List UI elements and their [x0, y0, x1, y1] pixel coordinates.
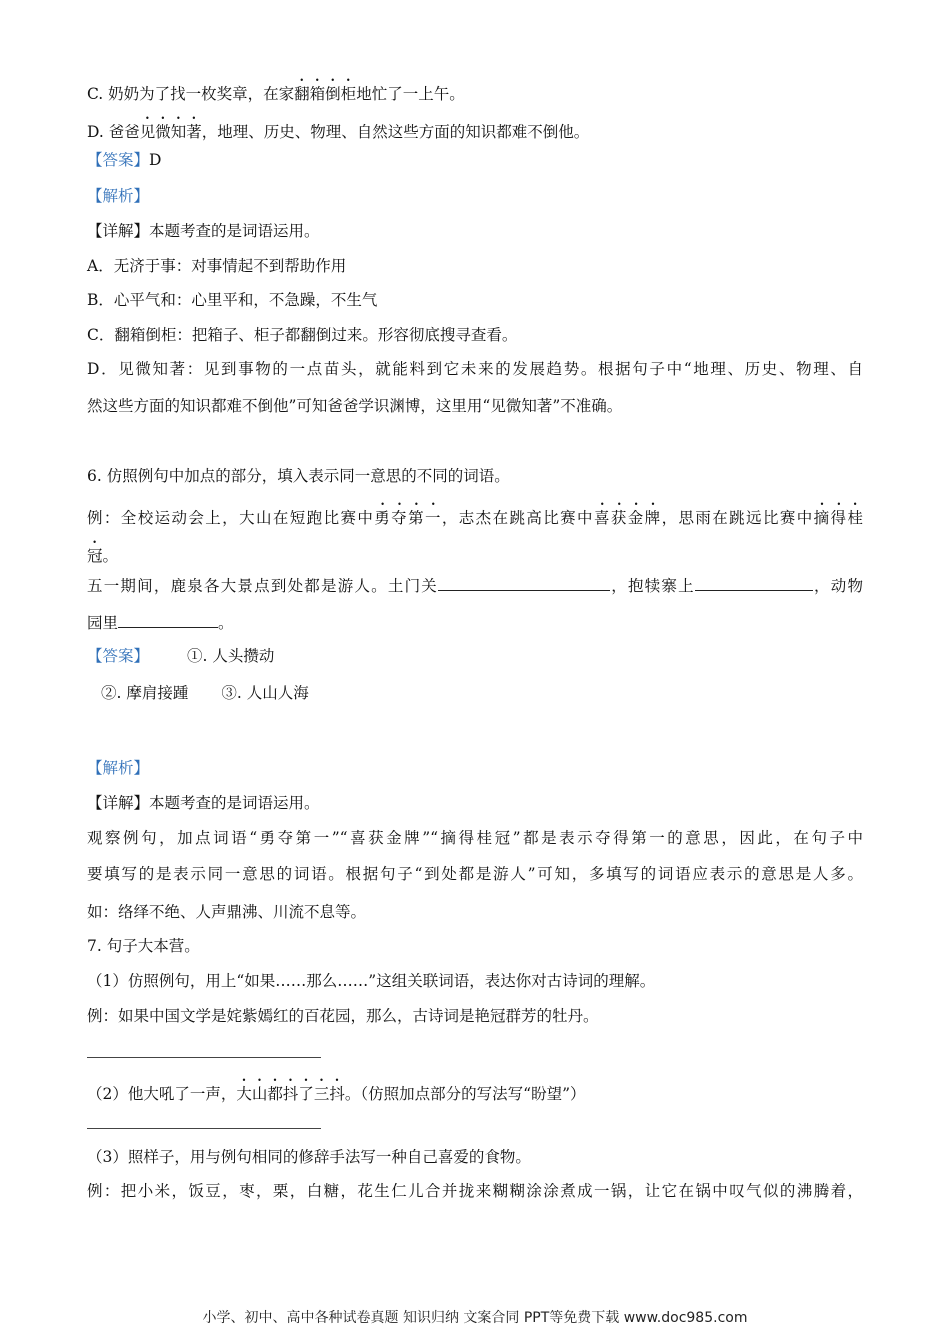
answer-3: ③. 人山人海 — [221, 684, 309, 702]
blank-3[interactable] — [118, 611, 218, 628]
explanation-d: D．见微知著：见到事物的一点苗头，就能料到它未来的发展趋势。根据句子中“地理、历史、物理、自 — [87, 360, 863, 378]
question-7-part-2: （2）他大吼了一声，大山都抖了三抖。（仿照加点部分的写法写“盼望”） — [87, 1085, 586, 1103]
answer-1: ①. 人头攒动 — [187, 647, 275, 665]
answer-label: 【答案】 — [87, 151, 150, 169]
question-7-part-3-example: 例：把小米，饭豆，枣，栗，白糖，花生仁儿合并拢来糊糊涂涂煮成一锅，让它在锅中叹气似的沸腾着， — [87, 1182, 863, 1200]
explanation-6-1: 观察例句，加点词语“勇夺第一”“喜获金牌”“摘得桂冠”都是表示夺得第一的意思，因此，在句子中 — [87, 829, 863, 847]
answer-rule-1[interactable] — [87, 1057, 321, 1058]
explanation-a: A．无济于事：对事情起不到帮助作用 — [87, 257, 347, 275]
question-6-sentence-cont: 园里 。 — [87, 611, 234, 633]
question-7-part-1: （1）仿照例句，用上“如果……那么……”这组关联词语，表达你对古诗词的理解。 — [87, 972, 656, 990]
analysis-label: 【解析】 — [87, 187, 150, 205]
option-d: D. 爸爸见微知著，地理、历史、物理、自然这些方面的知识都难不倒他。 — [87, 123, 590, 141]
answer-line-6b — [101, 683, 309, 703]
answer-label: 【答案】 — [87, 647, 150, 665]
blank-2[interactable] — [695, 574, 813, 591]
answer-line-6 — [87, 646, 274, 666]
explanation-d-cont: 然这些方面的知识都难不倒他”可知爸爸学识渊博，这里用“见微知著”不准确。 — [87, 397, 623, 415]
question-7-part-1-example: 例：如果中国文学是姹紫嫣红的百花园，那么，古诗词是艳冠群芳的牡丹。 — [87, 1007, 599, 1025]
blank-1[interactable] — [438, 574, 610, 591]
explanation-b: B．心平气和：心里平和，不急躁，不生气 — [87, 291, 378, 309]
explanation-6-2: 要填写的是表示同一意思的词语。根据句子“到处都是游人”可知，多填写的词语应表示的意思是人多。 — [87, 865, 863, 883]
question-6-title: 6. 仿照例句中加点的部分，填入表示同一意思的不同的词语。 — [87, 467, 510, 485]
explanation-6-3: 如：络绎不绝、人声鼎沸、川流不息等。 — [87, 903, 367, 921]
question-6-example-cont: 冠。 — [87, 547, 119, 565]
analysis-label-6: 【解析】 — [87, 759, 150, 777]
answer-value: D — [149, 151, 162, 169]
question-6-sentence: 五一期间，鹿泉各大景点到处都是游人。土门关 ，抱犊寨上 ，动物 — [87, 574, 863, 596]
option-c: C. 奶奶为了找一枚奖章，在家翻箱倒柜地忙了一上午。 — [87, 85, 465, 103]
answer-line — [87, 150, 161, 170]
detail-line: 【详解】本题考查的是词语运用。 — [87, 222, 320, 240]
answer-rule-2[interactable] — [87, 1128, 321, 1129]
page-footer: 小学、初中、高中各种试卷真题 知识归纳 文案合同 PPT等免费下载 www.doc985.com — [202, 1310, 748, 1326]
explanation-c: C．翻箱倒柜：把箱子、柜子都翻倒过来。形容彻底搜寻查看。 — [87, 326, 518, 344]
question-7-part-3: （3）照样子，用与例句相同的修辞手法写一种自己喜爱的食物。 — [87, 1148, 531, 1166]
question-6-example: 例：全校运动会上，大山在短跑比赛中勇夺第一，志杰在跳高比赛中喜获金牌，思雨在跳远比赛中摘得桂 — [87, 509, 863, 527]
answer-2: ②. 摩肩接踵 — [101, 684, 189, 702]
detail-line-6: 【详解】本题考查的是词语运用。 — [87, 794, 320, 812]
question-7-title: 7. 句子大本营。 — [87, 937, 200, 955]
